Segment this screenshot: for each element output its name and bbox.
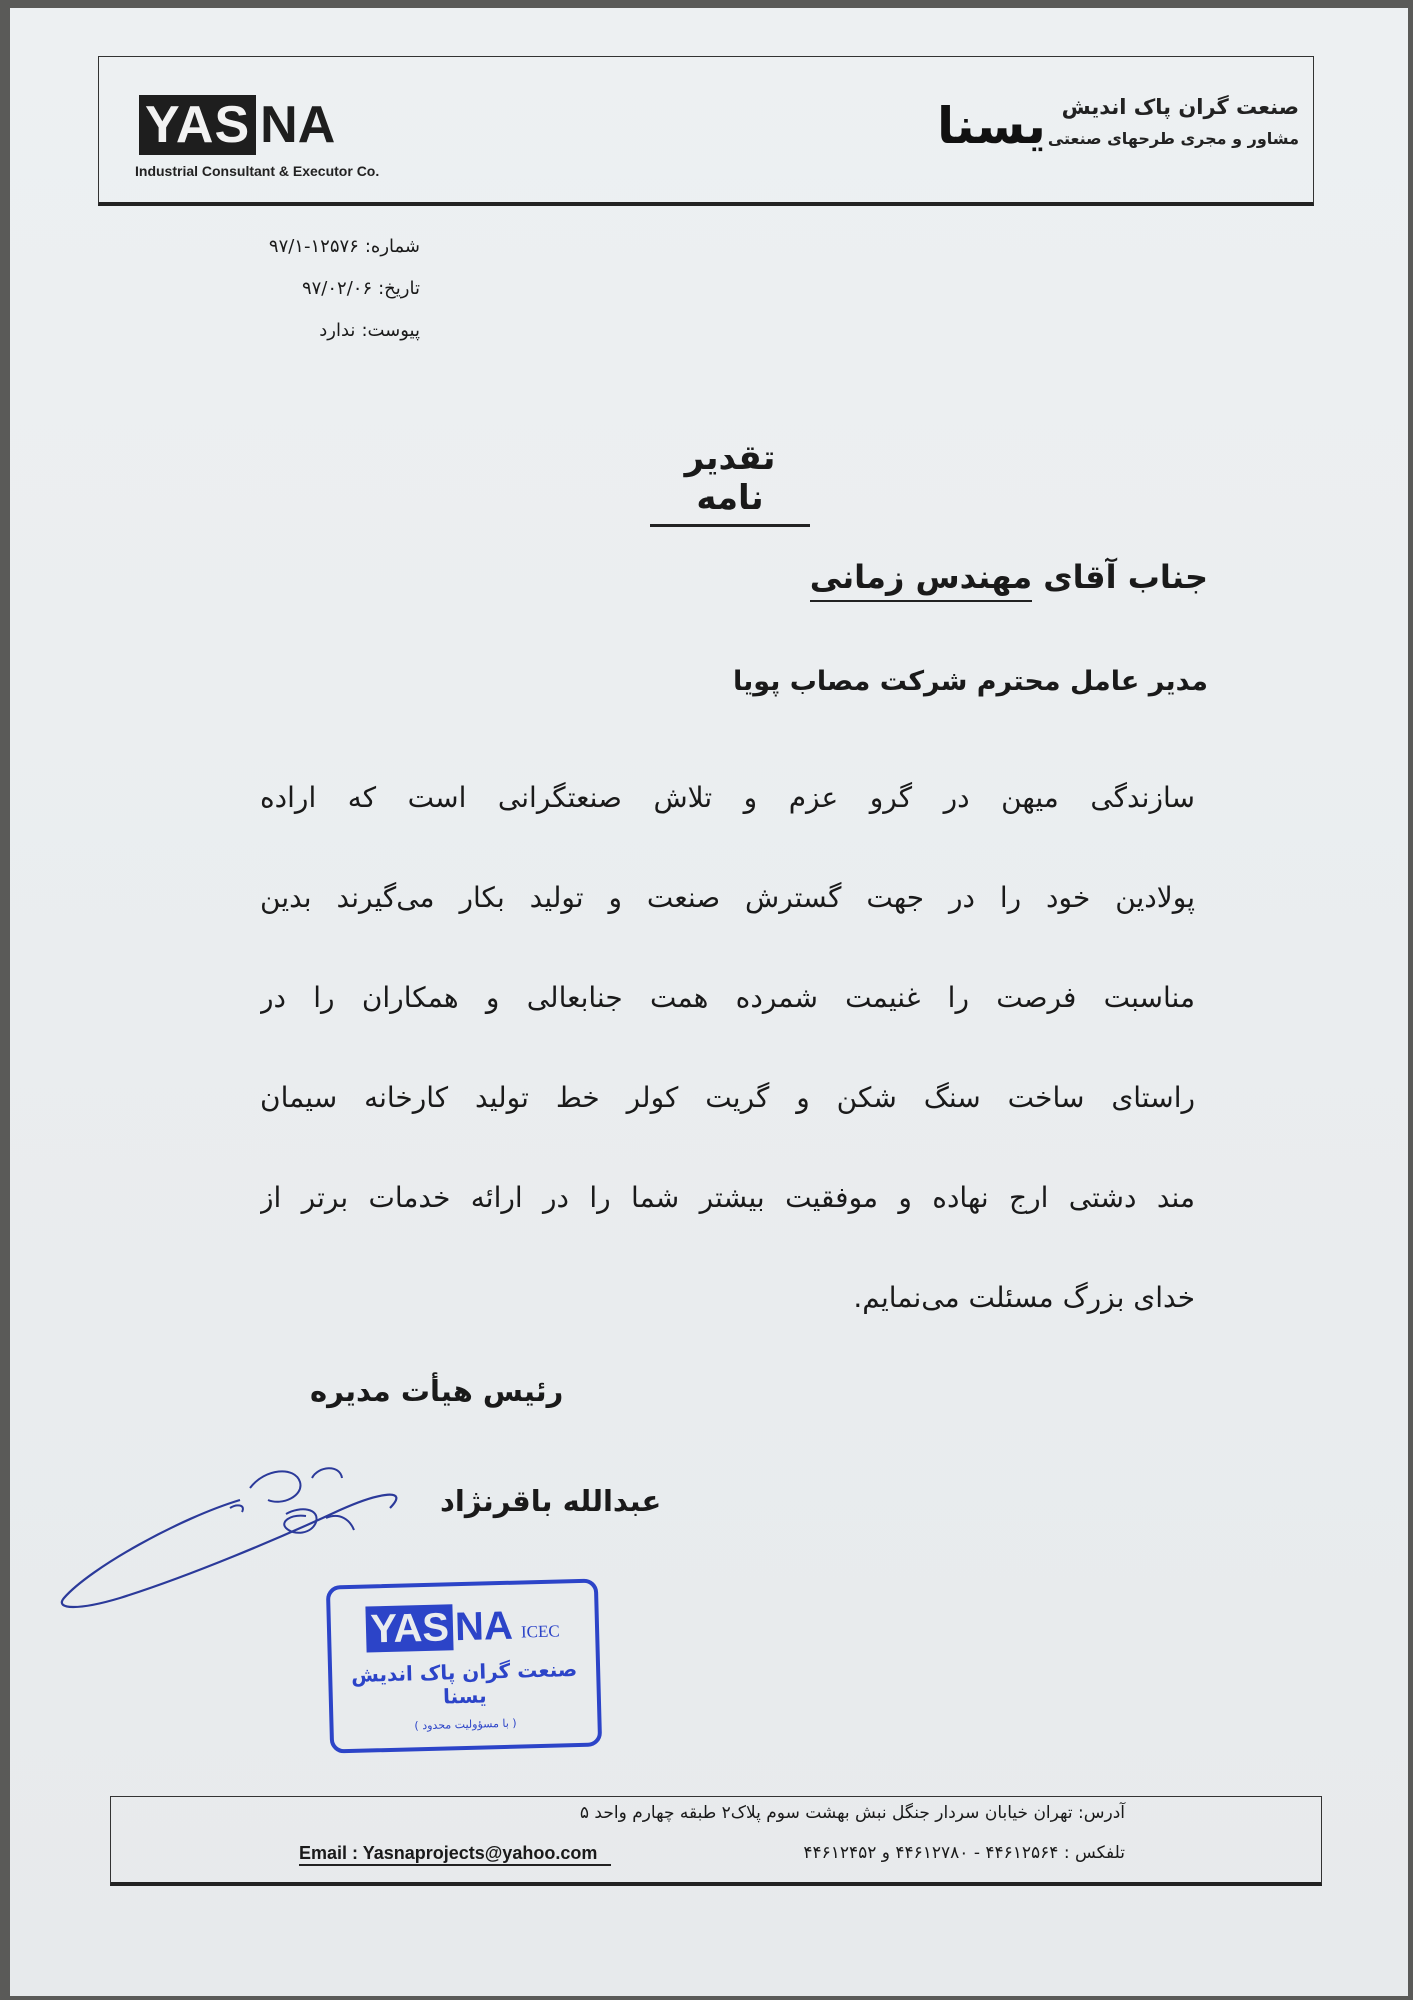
brand-name-fa: یسنا (937, 97, 1046, 155)
body-line: سازندگی میهن در گرو عزم و تلاش صنعتگرانی است که اراده (260, 781, 1195, 814)
stamp-logo-na: NA (454, 1603, 514, 1650)
stamp-logo (330, 1601, 595, 1654)
number-value: ۱۲۵۷۶-۹۷/۱ (268, 236, 359, 257)
letterhead (98, 56, 1314, 206)
date-label: تاریخ: (378, 278, 420, 299)
logo-subtitle: Industrial Consultant & Executor Co. (135, 163, 380, 179)
logo-na: NA (260, 96, 336, 154)
stamp-company-name: صنعت گران پاک اندیش یسنا (350, 1657, 578, 1709)
body-line: خدای بزرگ مسئلت می‌نمایم. (853, 1281, 1195, 1314)
stamp-suffix: ICEC (520, 1621, 560, 1642)
logo-yas: YAS (139, 95, 256, 155)
meta-attachment (210, 310, 420, 352)
body-line: پولادین خود را در جهت گسترش صنعت و تولید بکار می‌گیرند بدین (260, 881, 1195, 914)
number-label: شماره: (364, 236, 420, 257)
stamp-subtitle: ( با مسؤولیت محدود ) (414, 1716, 517, 1733)
letter-meta (210, 226, 420, 352)
date-value: ۹۷/۰۲/۰۶ (301, 278, 373, 299)
stamp-logo-yas: YAS (366, 1604, 454, 1652)
body-line: راستای ساخت سنگ شکن و گریت کولر خط تولید کارخانه سیمان (260, 1081, 1195, 1114)
signer-name: عبدالله باقرنژاد (440, 1484, 662, 1518)
addressee-position: مدیر عامل محترم شرکت مصاب پویا (733, 666, 1208, 697)
signer-title: رئیس هیأت مدیره (310, 1374, 564, 1408)
company-name-block (1048, 95, 1299, 148)
meta-number (210, 226, 420, 268)
footer-phones: تلفکس : ۴۴۶۱۲۵۶۴ - ۴۴۶۱۲۷۸۰ و ۴۴۶۱۲۴۵۲ (803, 1843, 1125, 1863)
letter-footer (110, 1796, 1322, 1886)
addressee-prefix: جناب آقای (1043, 558, 1208, 596)
company-name-fa: صنعت گران پاک اندیش (1061, 95, 1299, 119)
footer-address: آدرس: تهران خیابان سردار جنگل نبش بهشت سوم پلاک۲ طبقه چهارم واحد ۵ (579, 1803, 1125, 1823)
company-logo (135, 95, 399, 179)
company-desc-fa: مشاور و مجری طرحهای صنعتی (1047, 129, 1299, 148)
addressee-name: مهندس زمانی (810, 558, 1032, 602)
footer-email: Email : Yasnaprojects@yahoo.com (299, 1843, 611, 1866)
attachment-value: ندارد (319, 320, 356, 341)
attachment-label: پیوست: (361, 320, 420, 341)
body-line: مناسبت فرصت را غنیمت شمرده همت جنابعالی و همکاران را در (260, 981, 1195, 1014)
meta-date (210, 268, 420, 310)
company-stamp (326, 1578, 602, 1753)
body-line: مند دشتی ارج نهاده و موفقیت بیشتر شما را در ارائه خدمات برتر از (260, 1181, 1195, 1214)
letter-body (260, 748, 1195, 1348)
logo-mark (139, 95, 399, 155)
addressee (810, 558, 1208, 596)
letter-title: تقدیر نامه (650, 438, 810, 527)
letter-sheet (10, 8, 1408, 1996)
